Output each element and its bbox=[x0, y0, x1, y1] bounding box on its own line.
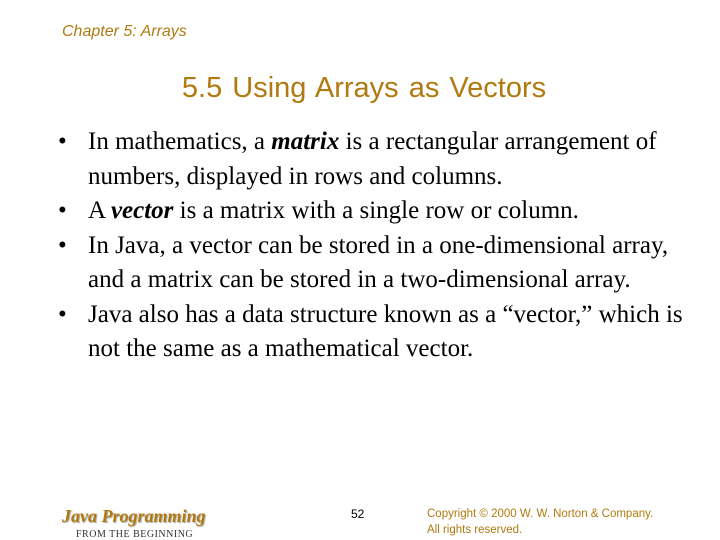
slide-title: 5.5 Using Arrays as Vectors bbox=[181, 72, 547, 104]
bullet-dot-icon: • bbox=[58, 300, 67, 328]
footer-brand: Java Programming bbox=[62, 506, 206, 526]
bullet-dot-icon: • bbox=[58, 231, 67, 259]
emphasized-term: vector bbox=[110, 197, 174, 224]
chapter-label: Chapter 5: Arrays bbox=[62, 23, 187, 40]
copyright-line-1: Copyright © 2000 W. W. Norton & Company. bbox=[427, 508, 654, 520]
footer-tagline: FROM THE BEGINNING bbox=[76, 529, 194, 540]
footer-brand-block bbox=[62, 506, 206, 540]
bullet-text: is a rectangular arrangement of numbers, displayed in rows and columns. bbox=[88, 128, 657, 190]
bullet-item bbox=[58, 125, 698, 194]
bullet-item bbox=[58, 229, 698, 298]
bullet-text: In mathematics, a bbox=[88, 128, 272, 155]
bullet-item bbox=[58, 194, 698, 229]
emphasized-term: matrix bbox=[271, 128, 340, 155]
bullet-item bbox=[58, 298, 698, 367]
bullet-dot-icon: • bbox=[58, 128, 67, 155]
bullet-text: Java also has a data structure known as a “vector,” which is not the same as a mathematical vector. bbox=[88, 300, 683, 362]
bullet-list bbox=[58, 125, 698, 367]
bullet-dot-icon: • bbox=[58, 197, 67, 224]
copyright-line-2: All rights reserved. bbox=[427, 524, 523, 536]
bullet-text: is a matrix with a single row or column. bbox=[173, 197, 579, 224]
copyright-notice bbox=[427, 506, 653, 538]
bullet-text: In Java, a vector can be stored in a one-dimensional array, and a matrix can be stored in a two-dimensional array. bbox=[88, 231, 669, 293]
bullet-text: A bbox=[88, 197, 111, 224]
page-number: 52 bbox=[351, 507, 365, 521]
